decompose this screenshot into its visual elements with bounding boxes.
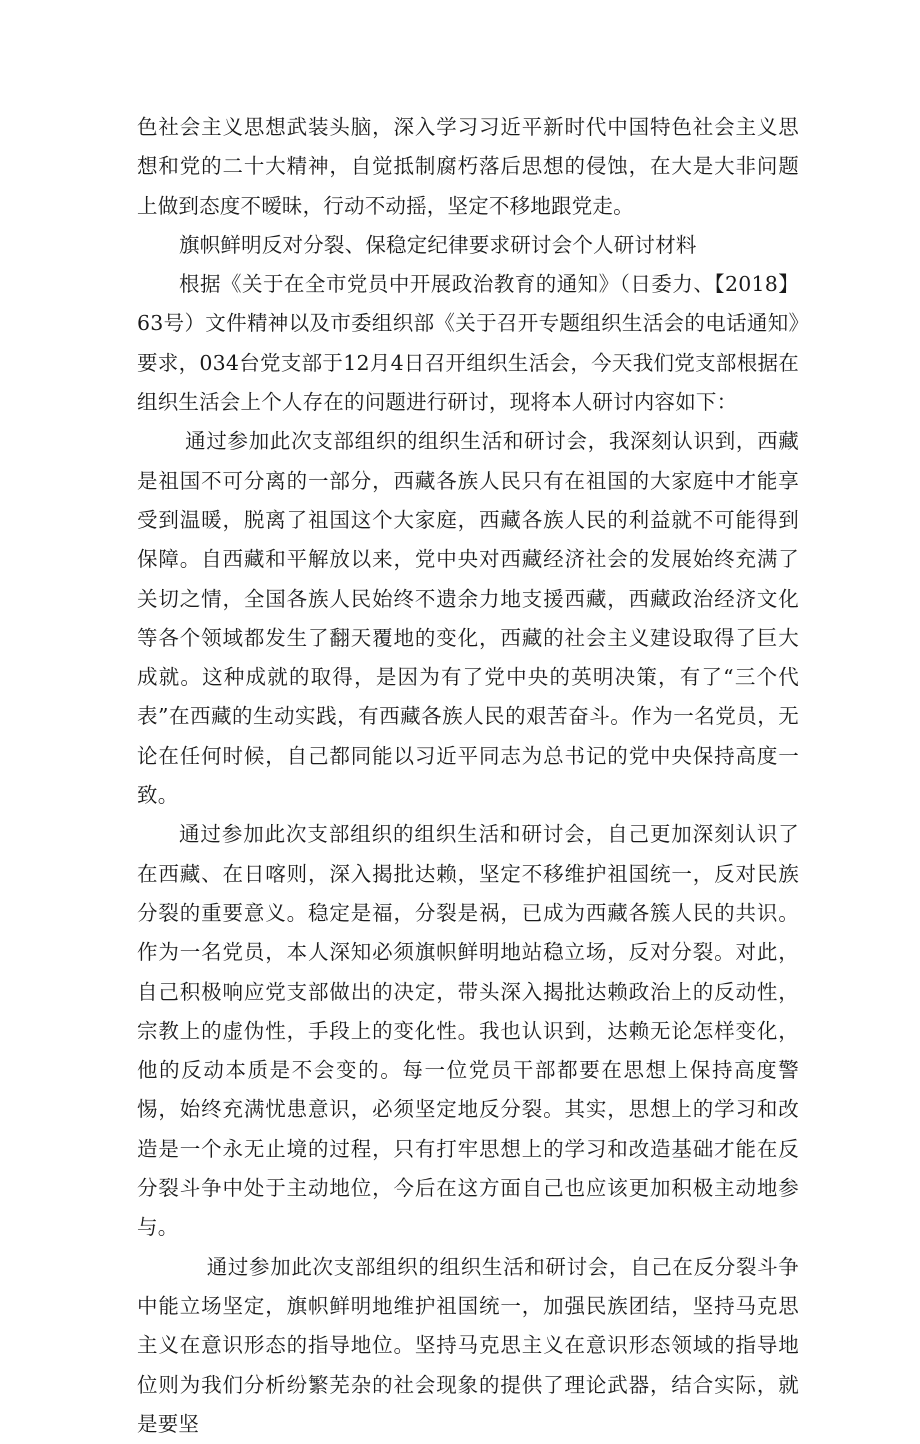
paragraph-continuation: 色社会主义思想武装头脑，深入学习习近平新时代中国特色社会主义思想和党的二十大精神，自觉抵制腐朽落后思想的侵蚀，在大是大非问题上做到态度不暧昧，行动不动摇，坚定不移地跟党走。 bbox=[137, 115, 799, 218]
document-body bbox=[137, 108, 799, 1444]
paragraph-body-1: 通过参加此次支部组织的组织生活和研讨会，我深刻认识到，西藏是祖国不可分离的一部分，西藏各族人民只有在祖国的大家庭中才能享受到温暖，脱离了祖国这个大家庭，西藏各族人民的利益就不可能得到保障。自西藏和平解放以来，党中央对西藏经济社会的发展始终充满了关切之情，全国各族人民始终不遗余力地支援西藏，西藏政治经济文化等各个领域都发生了翻天覆地的变化，西藏的社会主义建设取得了巨大成就。这种成就的取得，是因为有了党中央的英明决策，有了“三个代表”在西藏的生动实践，有西藏各族人民的艰苦奋斗。作为一名党员，无论在任何时候，自己都同能以习近平同志为总书记的党中央保持高度一致。 bbox=[137, 429, 799, 808]
paragraph-intro: 根据《关于在全市党员中开展政治教育的通知》（日委力、【2018】63号）文件精神以及市委组织部《关于召开专题组织生活会的电话通知》要求，034台党支部于12月4日召开组织生活会，今天我们党支部根据在组织生活会上个人存在的问题进行研讨，现将本人研讨内容如下： bbox=[137, 272, 799, 415]
paragraph-title-line: 旗帜鲜明反对分裂、保稳定纪律要求研讨会个人研讨材料 bbox=[179, 232, 697, 257]
paragraph-body-2: 通过参加此次支部组织的组织生活和研讨会，自己更加深刻认识了在西藏、在日喀则，深入揭批达赖，坚定不移维护祖国统一，反对民族分裂的重要意义。稳定是福，分裂是祸，已成为西藏各簇人民的共识。作为一名党员，本人深知必须旗帜鲜明地站稳立场，反对分裂。对此，自己积极响应党支部做出的决定，带头深入揭批达赖政治上的反动性，宗教上的虚伪性，手段上的变化性。我也认识到，达赖无论怎样变化，他的反动本质是不会变的。每一位党员干部都要在思想上保持高度警惕，始终充满忧患意识，必须坚定地反分裂。其实，思想上的学习和改造是一个永无止境的过程，只有打牢思想上的学习和改造基础才能在反分裂斗争中处于主动地位，今后在这方面自己也应该更加积极主动地参与。 bbox=[137, 822, 799, 1240]
paragraph-body-3: 通过参加此次支部组织的组织生活和研讨会，自己在反分裂斗争中能立场坚定，旗帜鲜明地维护祖国统一，加强民族团结，坚持马克思主义在意识形态的指导地位。坚持马克思主义在意识形态领域的指导地位则为我们分析纷繁芜杂的社会现象的提供了理论武器，结合实际，就是要坚 bbox=[137, 1254, 799, 1436]
